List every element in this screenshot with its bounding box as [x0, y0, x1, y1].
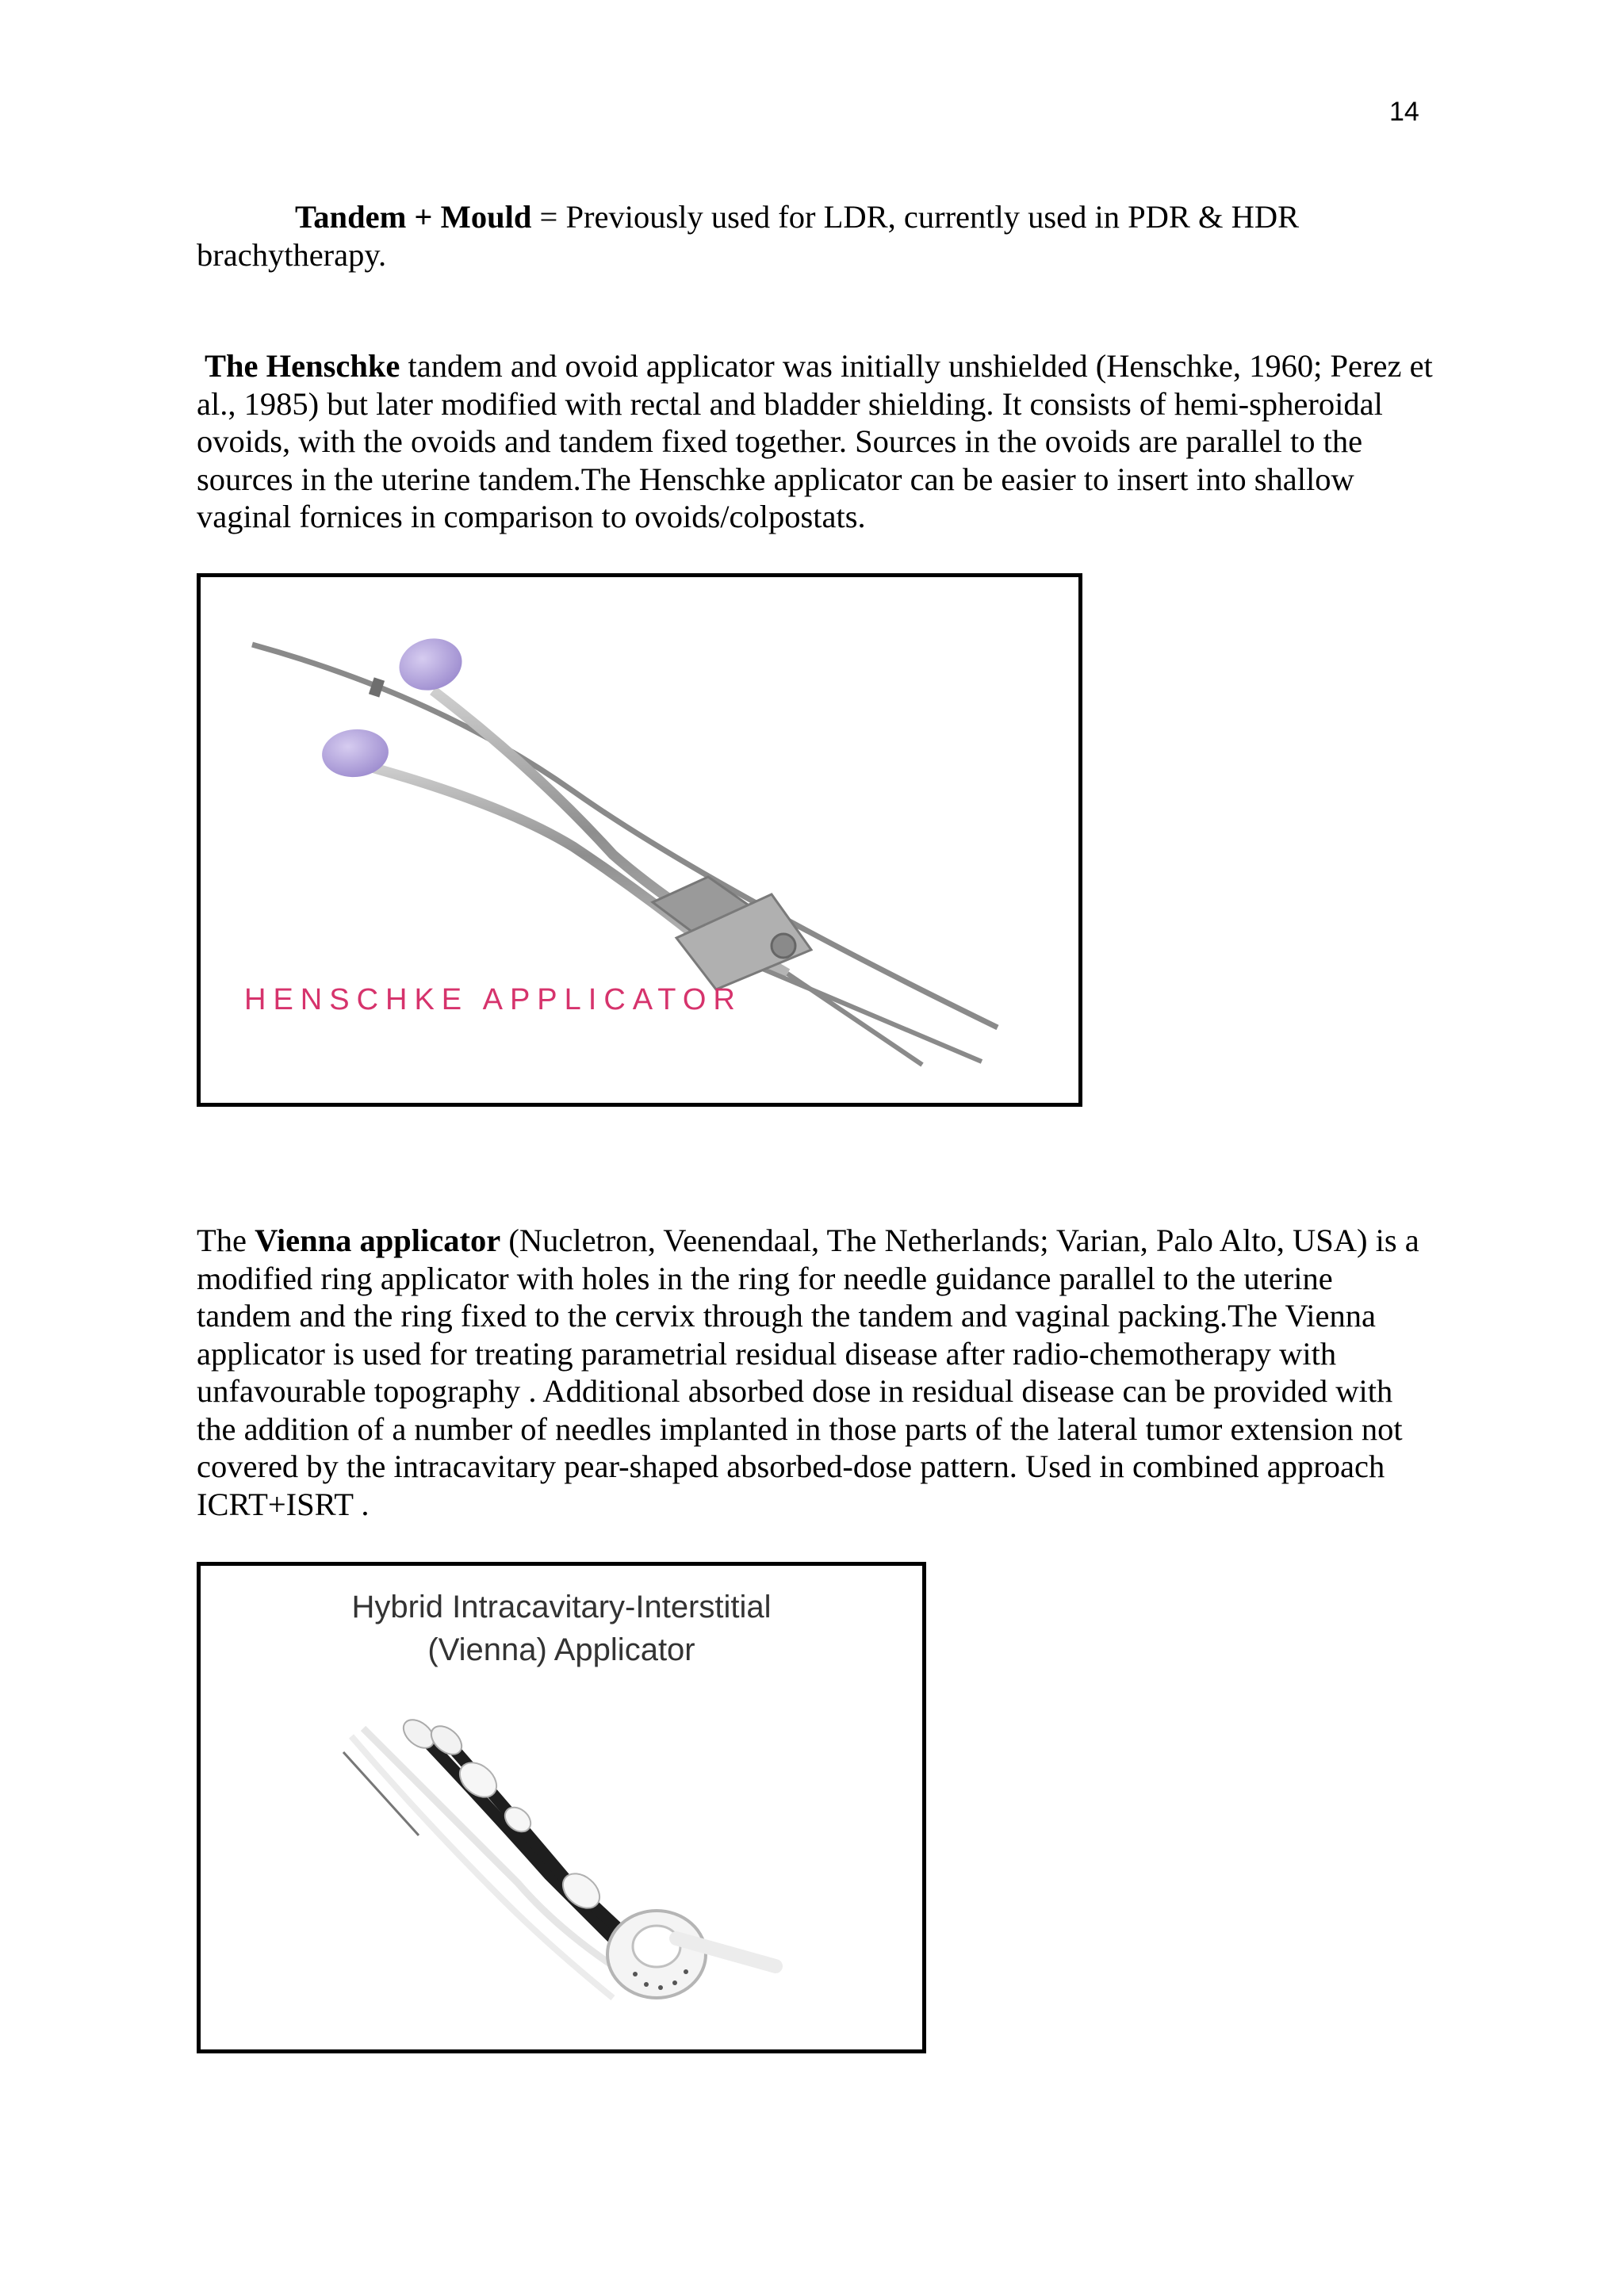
intro-term: Tandem + Mould	[295, 199, 532, 235]
vienna-term: Vienna applicator	[255, 1223, 501, 1258]
page-number: 14	[1389, 97, 1419, 127]
henschke-term: The Henschke	[205, 348, 400, 384]
vienna-figure-title-line2: (Vienna) Applicator	[427, 1632, 695, 1667]
vienna-text: (Nucletron, Veenendaal, The Netherlands; Varian, Palo Alto, USA) is a modified ring applicator with holes in the ring for needle guidance parallel to the uterine tandem and the ring fixed to the cervix through the tandem and vaginal packing.The Vienna applicator is used for treating parametrial residual disease after radio-chemotherapy with unfavourable topography . Additional absorbed dose in residual disease can be provided with the addition of a number of needles implanted in those parts of the lateral tumor extension not covered by the intracavitary pear-shaped absorbed-dose pattern. Used in combined approach ICRT+ISRT .	[197, 1223, 1419, 1522]
vienna-lead: The	[197, 1223, 255, 1258]
henschke-paragraph	[197, 347, 1434, 536]
intro-text: = Previously used for LDR, currently used in PDR & HDR brachytherapy.	[197, 199, 1300, 273]
henschke-applicator-image	[201, 577, 1078, 1103]
vienna-applicator-figure	[197, 1562, 926, 2053]
henschke-figure-caption: HENSCHKE APPLICATOR	[244, 983, 742, 1016]
vienna-figure-title-line1: Hybrid Intracavitary-Interstitial	[351, 1590, 772, 1624]
intro-paragraph	[197, 198, 1434, 274]
vienna-applicator-image	[201, 1566, 922, 2049]
henschke-text: tandem and ovoid applicator was initially unshielded (Henschke, 1960; Perez et al., 1985) but later modified with rectal and bladder shielding. It consists of hemi-spheroidal ovoids, with the ovoids and tandem fixed together. Sources in the ovoids are parallel to the sources in the uterine tandem.The Henschke applicator can be easier to insert into shallow vaginal fornices in comparison to ovoids/colpostats.	[197, 348, 1433, 534]
vienna-paragraph	[197, 1222, 1434, 1523]
henschke-applicator-figure	[197, 573, 1082, 1107]
